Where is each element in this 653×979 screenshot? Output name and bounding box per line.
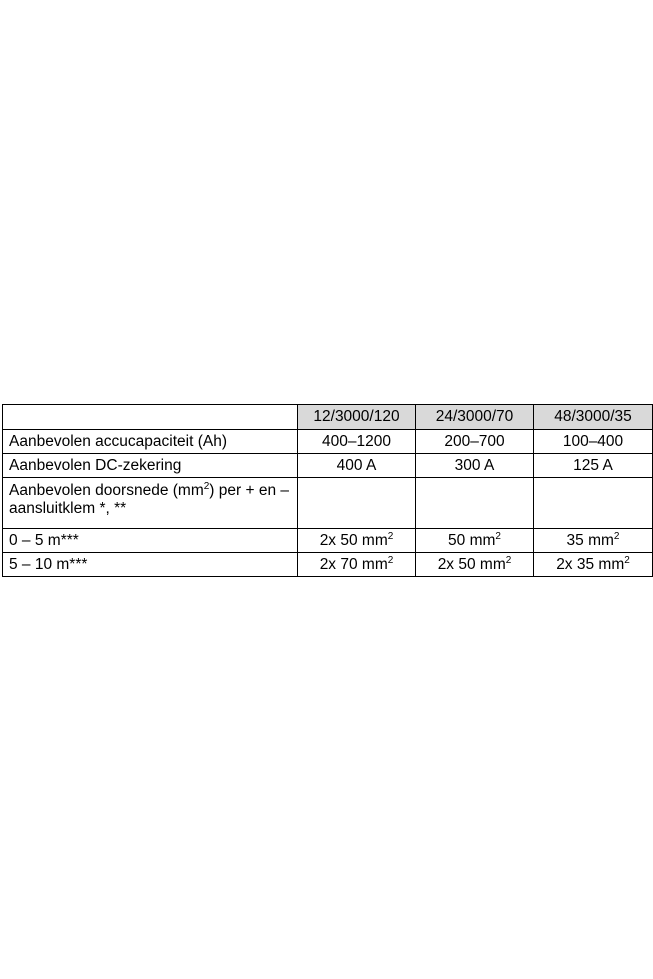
cell-value-empty — [416, 478, 534, 529]
superscript: 2 — [613, 530, 620, 542]
row-label-dc-fuse: Aanbevolen DC-zekering — [3, 454, 298, 478]
cell-value — [416, 529, 534, 553]
superscript: 2 — [495, 530, 501, 542]
label-text: ) per + en – aansluitklem *, ** — [9, 482, 289, 517]
row-label-5-10m: 5 – 10 m*** — [3, 553, 298, 577]
superscript: 2 — [203, 481, 210, 492]
superscript: 2 — [624, 554, 630, 566]
cell-value: 125 A — [534, 454, 653, 478]
cell-value-empty — [534, 478, 653, 529]
row-label-battery-capacity: Aanbevolen accucapaciteit (Ah) — [3, 430, 298, 454]
cell-value: 400 A — [298, 454, 416, 478]
cell-value-empty — [298, 478, 416, 529]
cell-value: 200–700 — [416, 430, 534, 454]
cell-value — [416, 553, 534, 577]
table-body — [3, 430, 653, 577]
value-text: 2x 35 mm — [556, 555, 625, 573]
table-row — [3, 478, 653, 529]
superscript: 2 — [387, 530, 394, 542]
row-label-0-5m: 0 – 5 m*** — [3, 529, 298, 553]
value-text: 50 mm — [448, 531, 496, 549]
cell-value — [298, 553, 416, 577]
table-row — [3, 553, 653, 577]
header-corner-cell — [3, 405, 298, 430]
cell-value: 400–1200 — [298, 430, 416, 454]
header-model-48-3000-35: 48/3000/35 — [534, 405, 653, 430]
header-model-24-3000-70: 24/3000/70 — [416, 405, 534, 430]
value-text: 2x 50 mm — [319, 531, 388, 549]
row-label-cross-section — [3, 478, 298, 529]
cell-value — [534, 529, 653, 553]
superscript: 2 — [387, 554, 394, 566]
table-header — [3, 405, 653, 430]
label-text: Aanbevolen doorsnede (mm — [9, 482, 204, 499]
cell-value: 300 A — [416, 454, 534, 478]
value-text: 2x 70 mm — [319, 555, 388, 573]
table-row — [3, 430, 653, 454]
cell-value — [298, 529, 416, 553]
value-text: 2x 50 mm — [437, 555, 506, 573]
cell-value: 100–400 — [534, 430, 653, 454]
table-row — [3, 454, 653, 478]
table-row — [3, 529, 653, 553]
header-model-12-3000-120: 12/3000/120 — [298, 405, 416, 430]
cell-value — [534, 553, 653, 577]
specifications-table — [2, 404, 653, 577]
value-text: 35 mm — [566, 531, 614, 549]
header-row — [3, 405, 653, 430]
superscript: 2 — [505, 554, 512, 566]
